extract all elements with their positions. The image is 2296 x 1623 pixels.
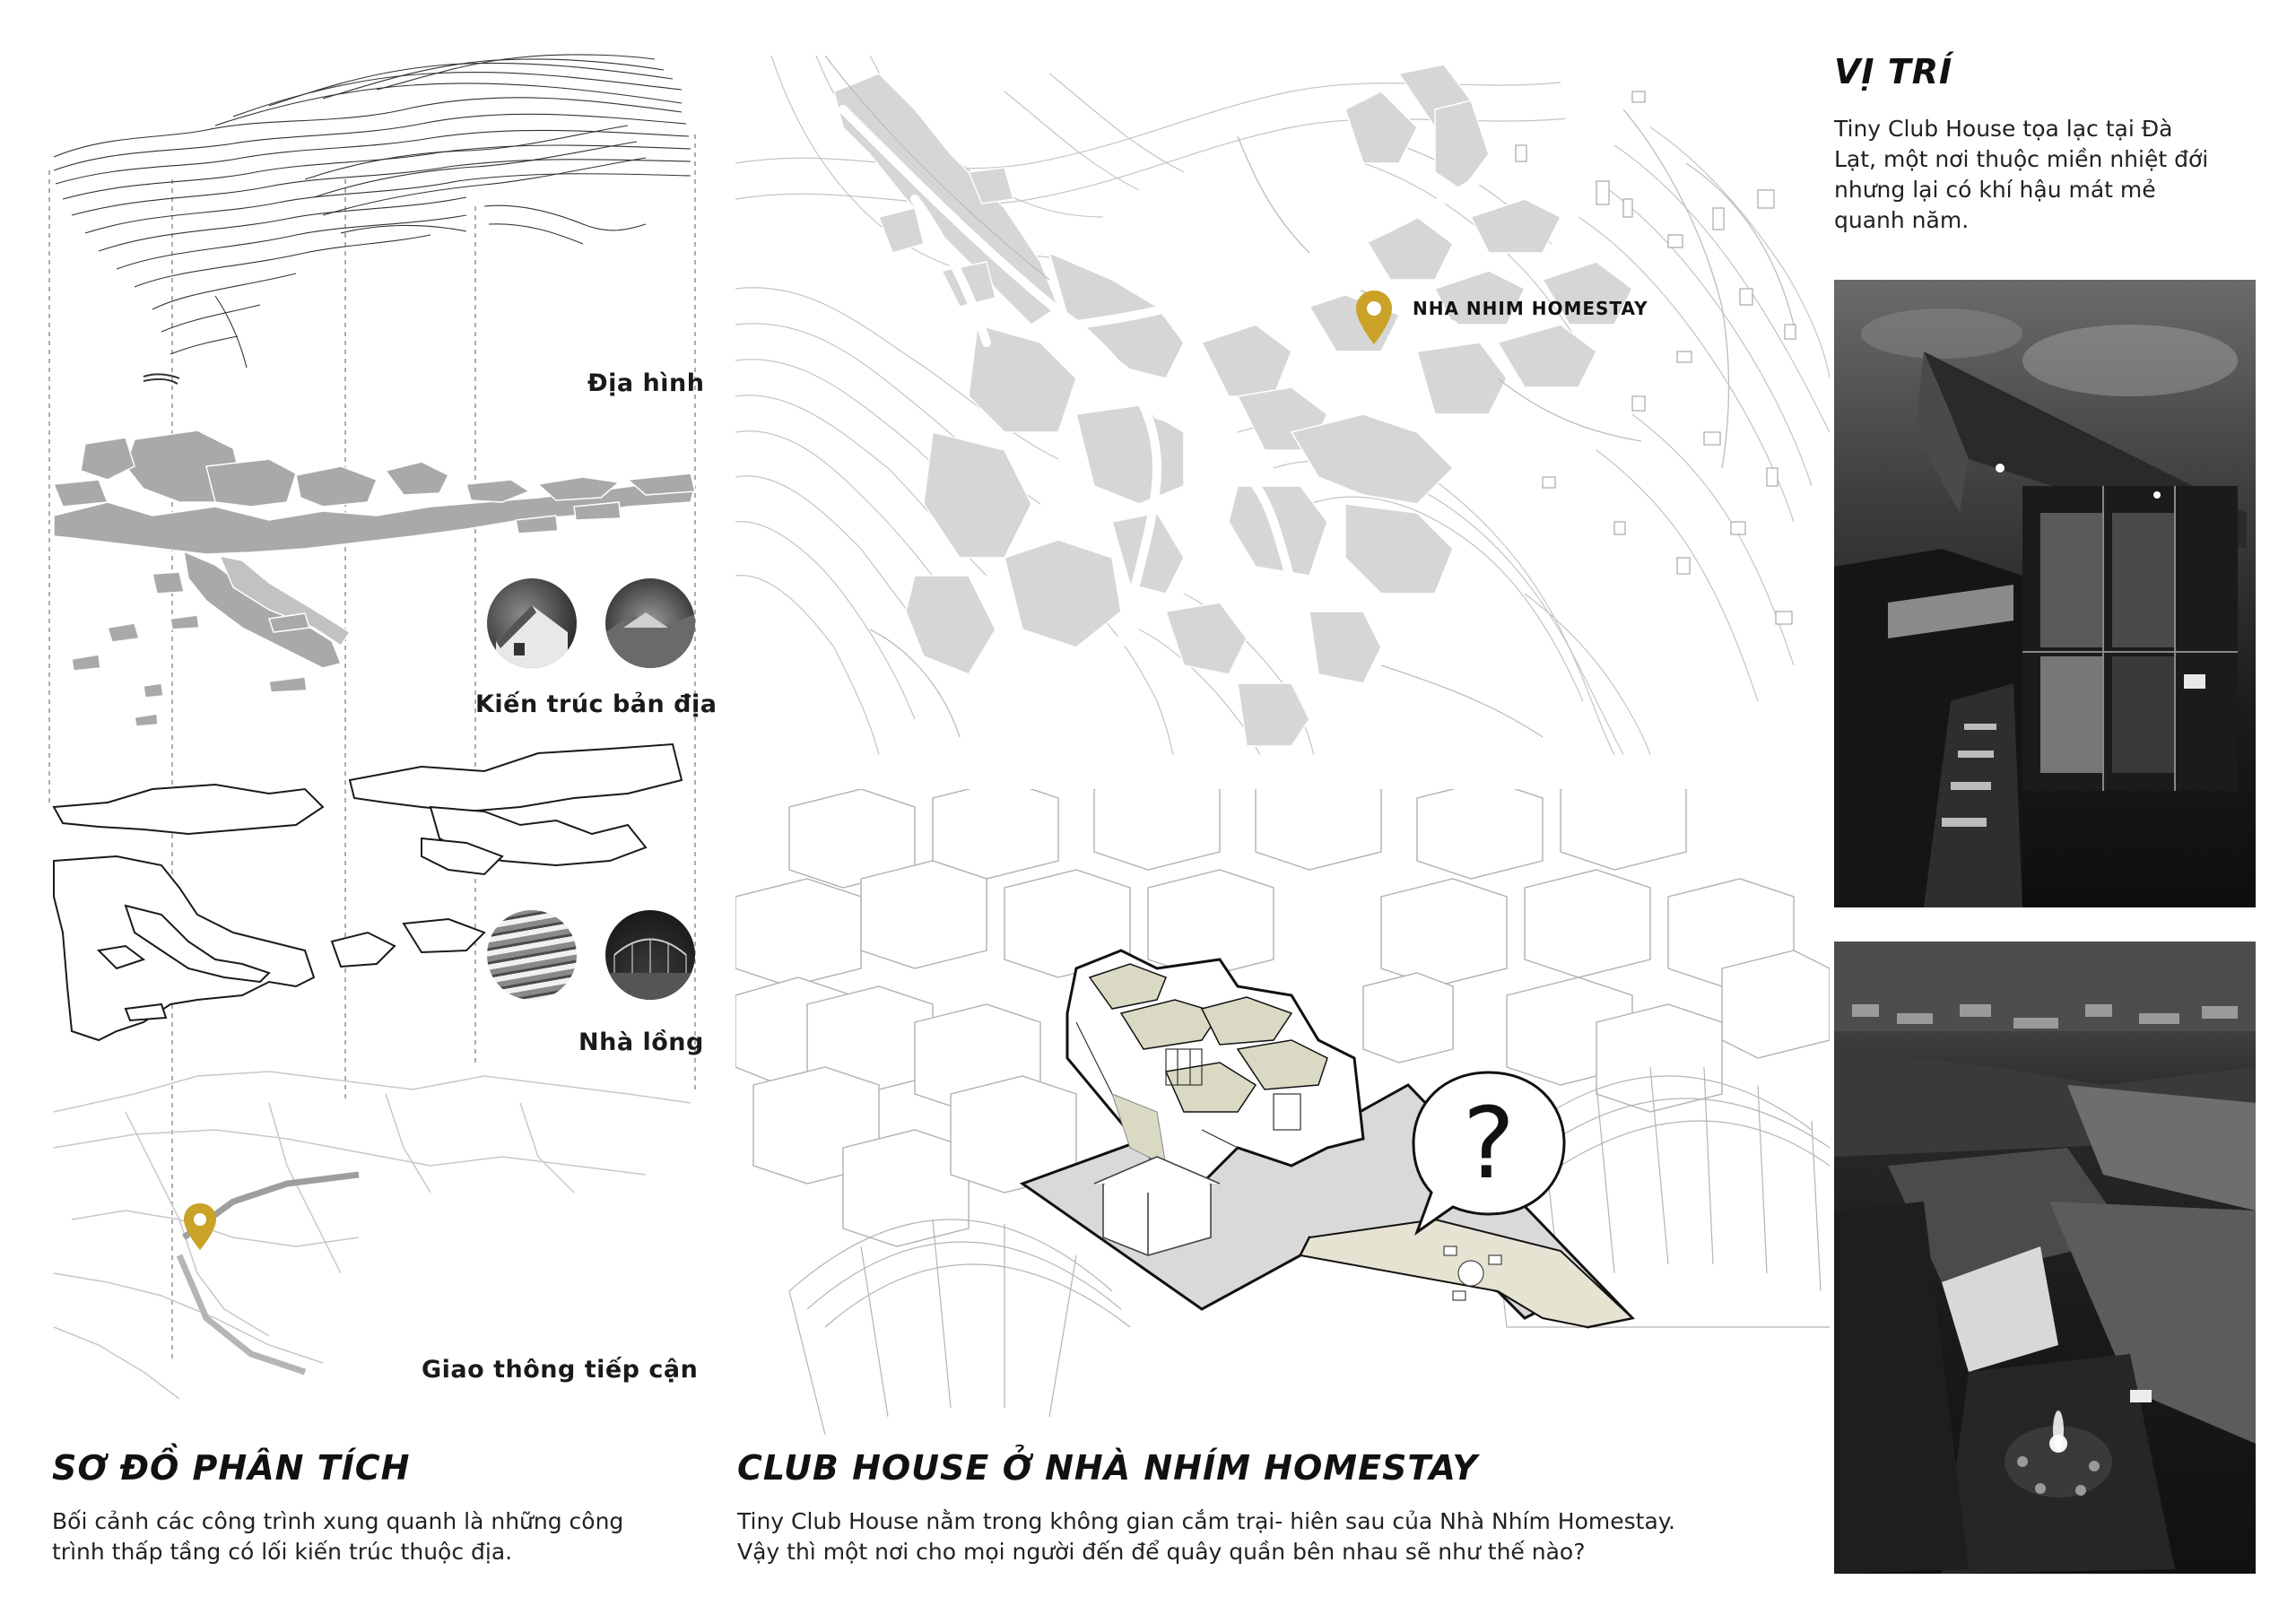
location-title: VỊ TRÍ [1834, 52, 1953, 91]
site-map-svg [735, 56, 1830, 755]
map-built-blocks [834, 65, 1632, 746]
access-location-pin-icon [182, 1202, 218, 1252]
analysis-body-line1: Bối cảnh các công trình xung quanh là những công [52, 1508, 624, 1534]
access-roads [54, 1072, 691, 1399]
layer-label-terrain: Địa hình [587, 369, 705, 397]
club-house-body-line2: Vậy thì một nơi cho mọi người đến để quây quần bên nhau sẽ như thế nào? [737, 1539, 1586, 1565]
vernacular-photo-1 [487, 578, 577, 668]
greenhouse-outlines [54, 744, 682, 1040]
location-line4: quanh năm. [1834, 207, 1970, 233]
location-line3: nhưng lại có khí hậu mát mẻ [1834, 177, 2156, 203]
layer-label-access: Giao thông tiếp cận [422, 1356, 699, 1384]
vernacular-blocks [54, 430, 695, 726]
analysis-title: SƠ ĐỒ PHÂN TÍCH [52, 1448, 411, 1488]
analysis-diagram [0, 0, 718, 1435]
question-mark: ? [1462, 1086, 1516, 1201]
terrain-contours [54, 55, 691, 384]
layer-label-greenhouse: Nhà lồng [578, 1028, 704, 1056]
layer-label-vernacular: Kiến trúc bản địa [475, 690, 718, 718]
site-map [735, 56, 1830, 755]
homestay-location-pin-icon [1354, 289, 1394, 346]
club-house-title: CLUB HOUSE Ở NHÀ NHÍM HOMESTAY [737, 1448, 1478, 1488]
vernacular-photo-2 [605, 578, 695, 668]
location-line1: Tiny Club House tọa lạc tại Đà [1834, 116, 2173, 142]
axonometric-diagram [735, 789, 1830, 1435]
analysis-body-line2: trình thấp tầng có lối kiến trúc thuộc địa. [52, 1539, 513, 1565]
greenhouse-photo-2 [605, 910, 695, 1000]
homestay-pin-label: NHA NHIM HOMESTAY [1413, 298, 1648, 319]
location-line2: Lạt, một nơi thuộc miền nhiệt đới [1834, 146, 2209, 172]
greenhouse-photo-1 [487, 910, 577, 1000]
club-house-exterior-photo [1834, 280, 2256, 907]
club-house-body-line1: Tiny Club House nằm trong không gian cắm trại- hiên sau của Nhà Nhím Homestay. [737, 1508, 1675, 1534]
camping-patio-night-photo [1834, 942, 2256, 1574]
axonometric-svg [735, 789, 1830, 1435]
